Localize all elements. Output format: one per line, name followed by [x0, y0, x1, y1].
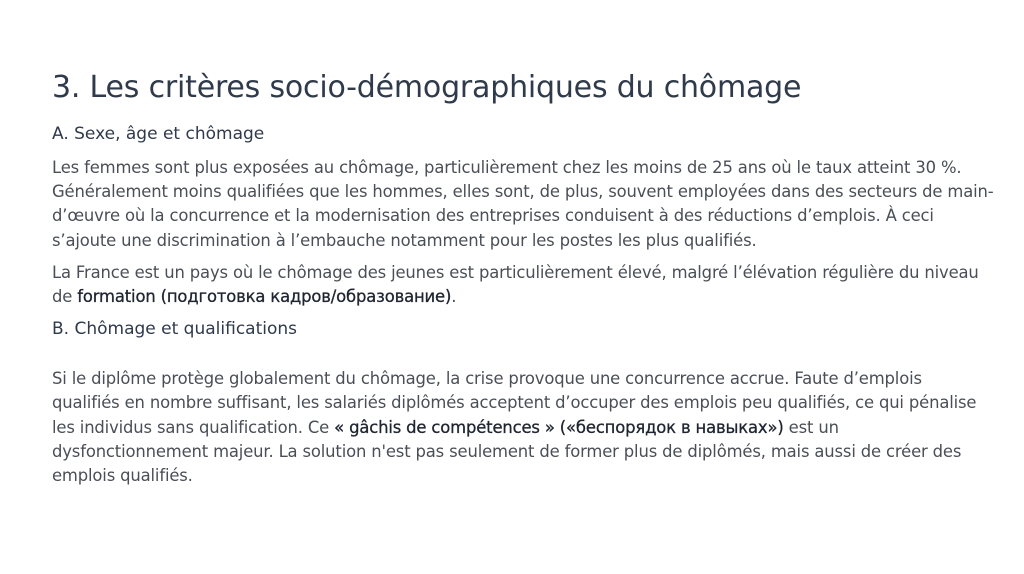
formation-highlight: formation (подготовка кадров/образование): [77, 287, 452, 307]
paragraph-2-text-start: La France est un pays où le chômage des jeunes est particulièrement élevé, malgré l’élévation régulière du niveau de: [52, 262, 979, 307]
section-a-heading: A. Sexe, âge et chômage: [52, 124, 265, 144]
section-b-heading: B. Chômage et qualifications: [52, 319, 297, 340]
section-b-text-start: Si le diplôme protège globalement du chômage, la crise provoque une concurrence accrue. Faute d’emplois qualifiés en nombre suffisant, les salariés diplômés acceptent d’occuper des emplois peu qualifiés, ce qui pénalise les individus sans qualification. Ce: [52, 369, 977, 437]
section-b-paragraph: [52, 367, 994, 488]
section-b-text-end: est un dysfonctionnement majeur. La solution n'est pas seulement de former plus de diplômés, mais aussi de créer des emplois qualifiés.: [52, 417, 962, 486]
slide-title: 3. Les critères socio-démographiques du chômage: [52, 70, 802, 105]
spacer: [52, 351, 994, 367]
section-a-paragraph-2: [52, 261, 994, 309]
gachis-highlight: « gâchis de compétences » («беспорядок в навыках»): [334, 417, 784, 437]
paragraph-2-text-end: .: [451, 287, 457, 307]
section-a-paragraph-1: Les femmes sont plus exposées au chômage, particulièrement chez les moins de 25 ans où le taux atteint 30 %. Généralement moins qualifiées que les hommes, elles sont, de plus, souvent employées dans des secteurs de main-d’œuvre où la concurrence et la modernisation des entreprises conduisent à des réductions d’emplois. À ceci s’ajoute une discrimination à l’embauche notamment pour les postes les plus qualifiés.: [52, 158, 994, 250]
